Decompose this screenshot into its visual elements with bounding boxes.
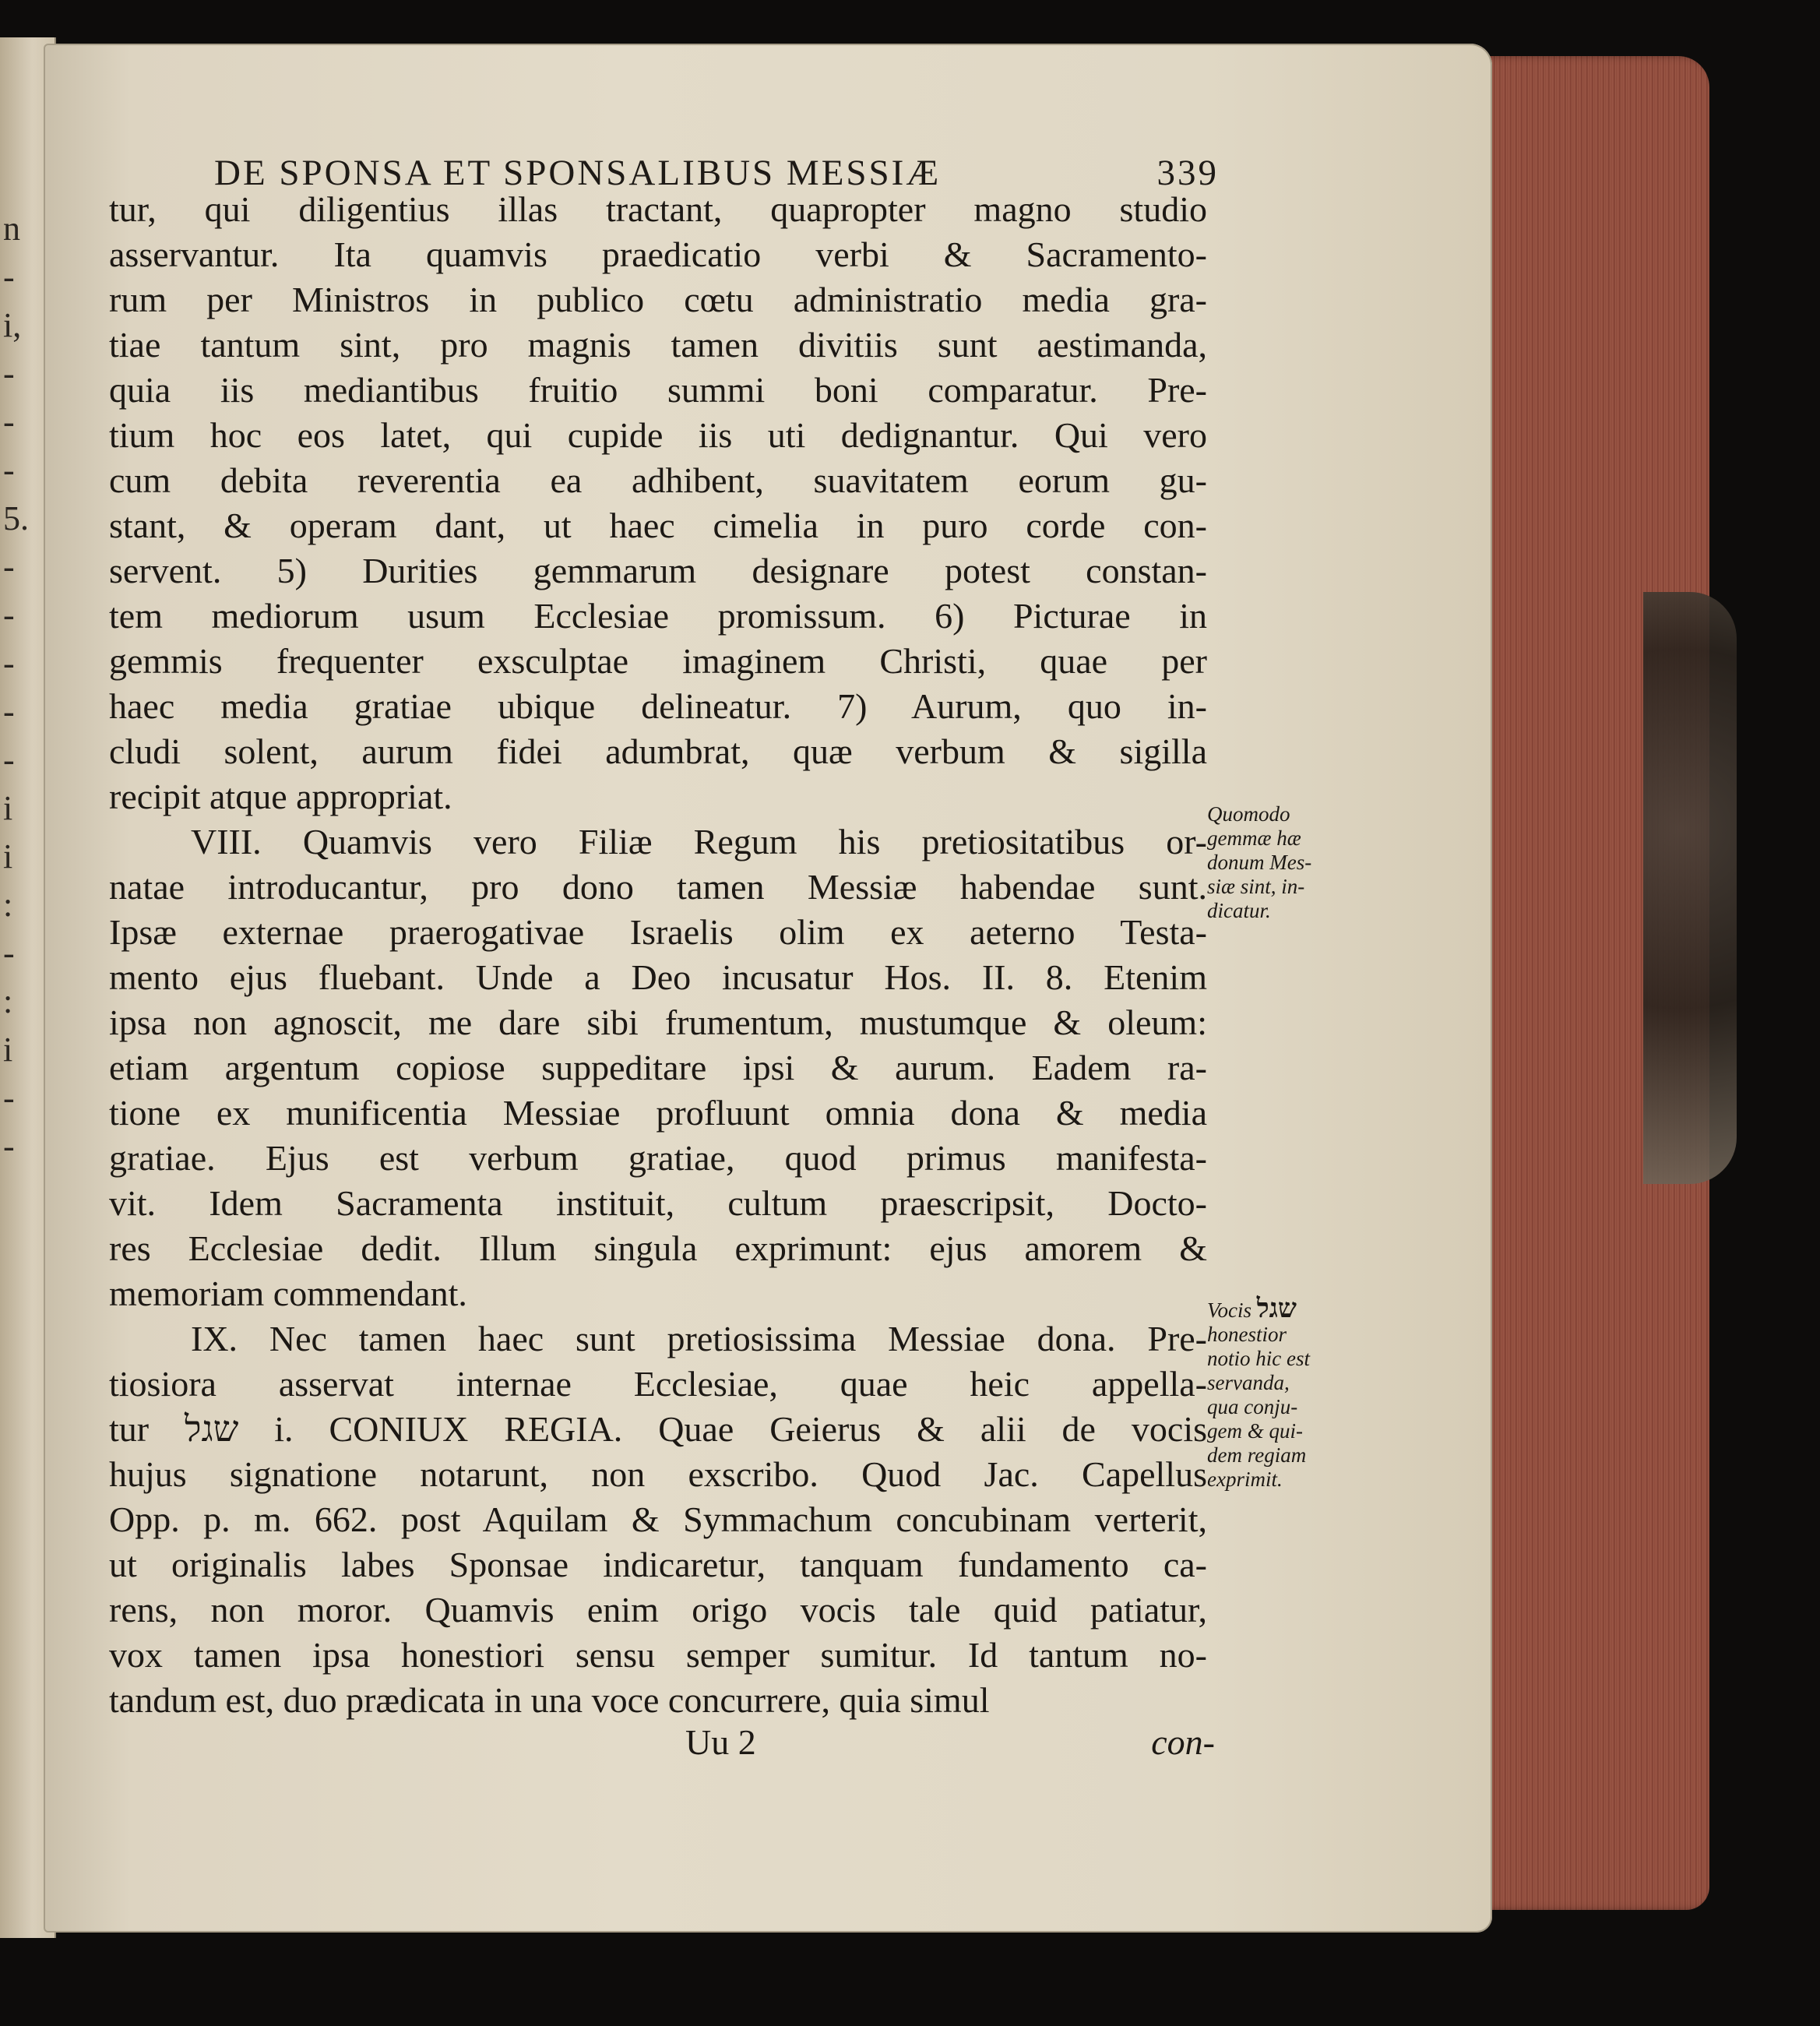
body-line: haec media gratiae ubique delineatur. 7) Aurum, quo in- xyxy=(109,686,1207,726)
body-line: servent. 5) Durities gemmarum designare potest constan- xyxy=(109,551,1207,590)
body-line: rens, non moror. Quamvis enim origo vocis tale quid patiatur, xyxy=(109,1590,1207,1630)
margin-note-line: honestior xyxy=(1207,1323,1287,1346)
left-page-glyph: - xyxy=(3,596,15,634)
body-line: memoriam commendant. xyxy=(109,1274,467,1313)
body-line: tione ex munificentia Messiae profluunt omnia dona & media xyxy=(109,1093,1207,1133)
left-page-glyph: i xyxy=(3,1031,13,1069)
body-line: VIII. Quamvis vero Filiæ Regum his pretiositatibus or- xyxy=(191,822,1207,861)
left-page-glyph: i, xyxy=(3,306,22,344)
left-page-glyph: : xyxy=(3,886,13,924)
hebrew-word: שגל xyxy=(1256,1295,1297,1323)
left-page-glyph: - xyxy=(3,548,15,586)
left-page-glyph: - xyxy=(3,354,15,393)
margin-note-line: dicatur. xyxy=(1207,899,1271,922)
body-line: ipsa non agnoscit, me dare sibi frumentum, mustumque & oleum: xyxy=(109,1002,1207,1042)
signature-mark: Uu 2 xyxy=(685,1722,756,1762)
left-page-glyph: i xyxy=(3,837,13,876)
left-page-glyph: - xyxy=(3,1079,15,1117)
margin-note-line: siæ sint, in- xyxy=(1207,875,1305,898)
catchword: con- xyxy=(1151,1722,1215,1762)
margin-note-line: dem regiam xyxy=(1207,1443,1307,1467)
body-line: Ipsæ externae praerogativae Israelis olim ex aeterno Testa- xyxy=(109,912,1207,952)
left-page-glyph: i xyxy=(3,789,13,827)
margin-note-line: Quomodo xyxy=(1207,802,1290,826)
left-page-glyph: 5. xyxy=(3,499,29,537)
body-line: tur שגל i. CONIUX REGIA. Quae Geierus & alii de vocis xyxy=(109,1409,1207,1449)
margin-note-line: servanda, xyxy=(1207,1371,1290,1394)
body-line: Opp. p. m. 662. post Aquilam & Symmachum concubinam verterit, xyxy=(109,1499,1207,1539)
margin-note-line: donum Mes- xyxy=(1207,851,1312,874)
body-line: asservantur. Ita quamvis praedicatio verbi & Sacramento- xyxy=(109,234,1207,274)
page-number: 339 xyxy=(1156,153,1219,193)
body-line: natae introducantur, pro dono tamen Messiæ habendae sunt. xyxy=(109,867,1207,907)
left-page-glyph: n xyxy=(3,210,20,248)
left-page-glyph: - xyxy=(3,741,15,779)
body-line: tiae tantum sint, pro magnis tamen divitiis sunt aestimanda, xyxy=(109,325,1207,365)
left-page-glyph: - xyxy=(3,934,15,972)
body-line: cum debita reverentia ea adhibent, suavitatem eorum gu- xyxy=(109,460,1207,500)
margin-note-2 xyxy=(1207,1297,1359,1492)
left-page-glyph: - xyxy=(3,692,15,731)
margin-note-line: gemmæ hæ xyxy=(1207,826,1301,850)
body-line: recipit atque appropriat. xyxy=(109,777,452,816)
body-line: gemmis frequenter exsculptae imaginem Christi, quae per xyxy=(109,641,1207,681)
body-line: stant, & operam dant, ut haec cimelia in puro corde con- xyxy=(109,506,1207,545)
margin-note-line: Vocis שגל xyxy=(1207,1295,1297,1323)
body-line: etiam argentum copiose suppeditare ipsi & aurum. Eadem ra- xyxy=(109,1048,1207,1087)
body-line: IX. Nec tamen haec sunt pretiosissima Messiae dona. Pre- xyxy=(191,1319,1207,1358)
body-line: res Ecclesiae dedit. Illum singula exprimunt: ejus amorem & xyxy=(109,1228,1207,1268)
margin-note-line: exprimit. xyxy=(1207,1468,1283,1491)
margin-note-line: qua conju- xyxy=(1207,1395,1298,1418)
left-page-glyph: - xyxy=(3,1127,15,1165)
left-page-glyph: - xyxy=(3,644,15,682)
left-page-glyph: - xyxy=(3,258,15,296)
body-line: vox tamen ipsa honestiori sensu semper sumitur. Id tantum no- xyxy=(109,1635,1207,1675)
body-line: tur, qui diligentius illas tractant, quapropter magno studio xyxy=(109,189,1207,229)
header-title: DE SPONSA ET SPONSALIBUS MESSIÆ xyxy=(214,153,942,193)
body-line: tandum est, duo prædicata in una voce concurrere, quia simul xyxy=(109,1680,990,1720)
margin-note-1 xyxy=(1207,802,1359,923)
body-line: tem mediorum usum Ecclesiae promissum. 6) Picturae in xyxy=(109,596,1207,636)
left-page-glyph: : xyxy=(3,982,13,1020)
body-line: vit. Idem Sacramenta instituit, cultum praescripsit, Docto- xyxy=(109,1183,1207,1223)
body-line: ut originalis labes Sponsae indicaretur, tanquam fundamento ca- xyxy=(109,1545,1207,1584)
body-line: tiosiora asservat internae Ecclesiae, quae heic appella- xyxy=(109,1364,1207,1404)
body-line: rum per Ministros in publico cœtu administratio media gra- xyxy=(109,280,1207,319)
page-footer xyxy=(685,1721,1215,1763)
body-line: hujus signatione notarunt, non exscribo. Quod Jac. Capellus xyxy=(109,1454,1207,1494)
body-line: tium hoc eos latet, qui cupide iis uti dedignantur. Qui vero xyxy=(109,415,1207,455)
left-page-glyph: - xyxy=(3,403,15,441)
margin-note-line: notio hic est xyxy=(1207,1347,1310,1370)
body-line: gratiae. Ejus est verbum gratiae, quod primus manifesta- xyxy=(109,1138,1207,1178)
body-line: mento ejus fluebant. Unde a Deo incusatur Hos. II. 8. Etenim xyxy=(109,957,1207,997)
body-line: quia iis mediantibus fruitio summi boni comparatur. Pre- xyxy=(109,370,1207,410)
body-text xyxy=(109,187,1207,1723)
left-page-glyph: - xyxy=(3,451,15,489)
margin-note-line: gem & qui- xyxy=(1207,1419,1303,1443)
body-line: cludi solent, aurum fidei adumbrat, quæ verbum & sigilla xyxy=(109,731,1207,771)
cover-edge xyxy=(1643,592,1737,1184)
